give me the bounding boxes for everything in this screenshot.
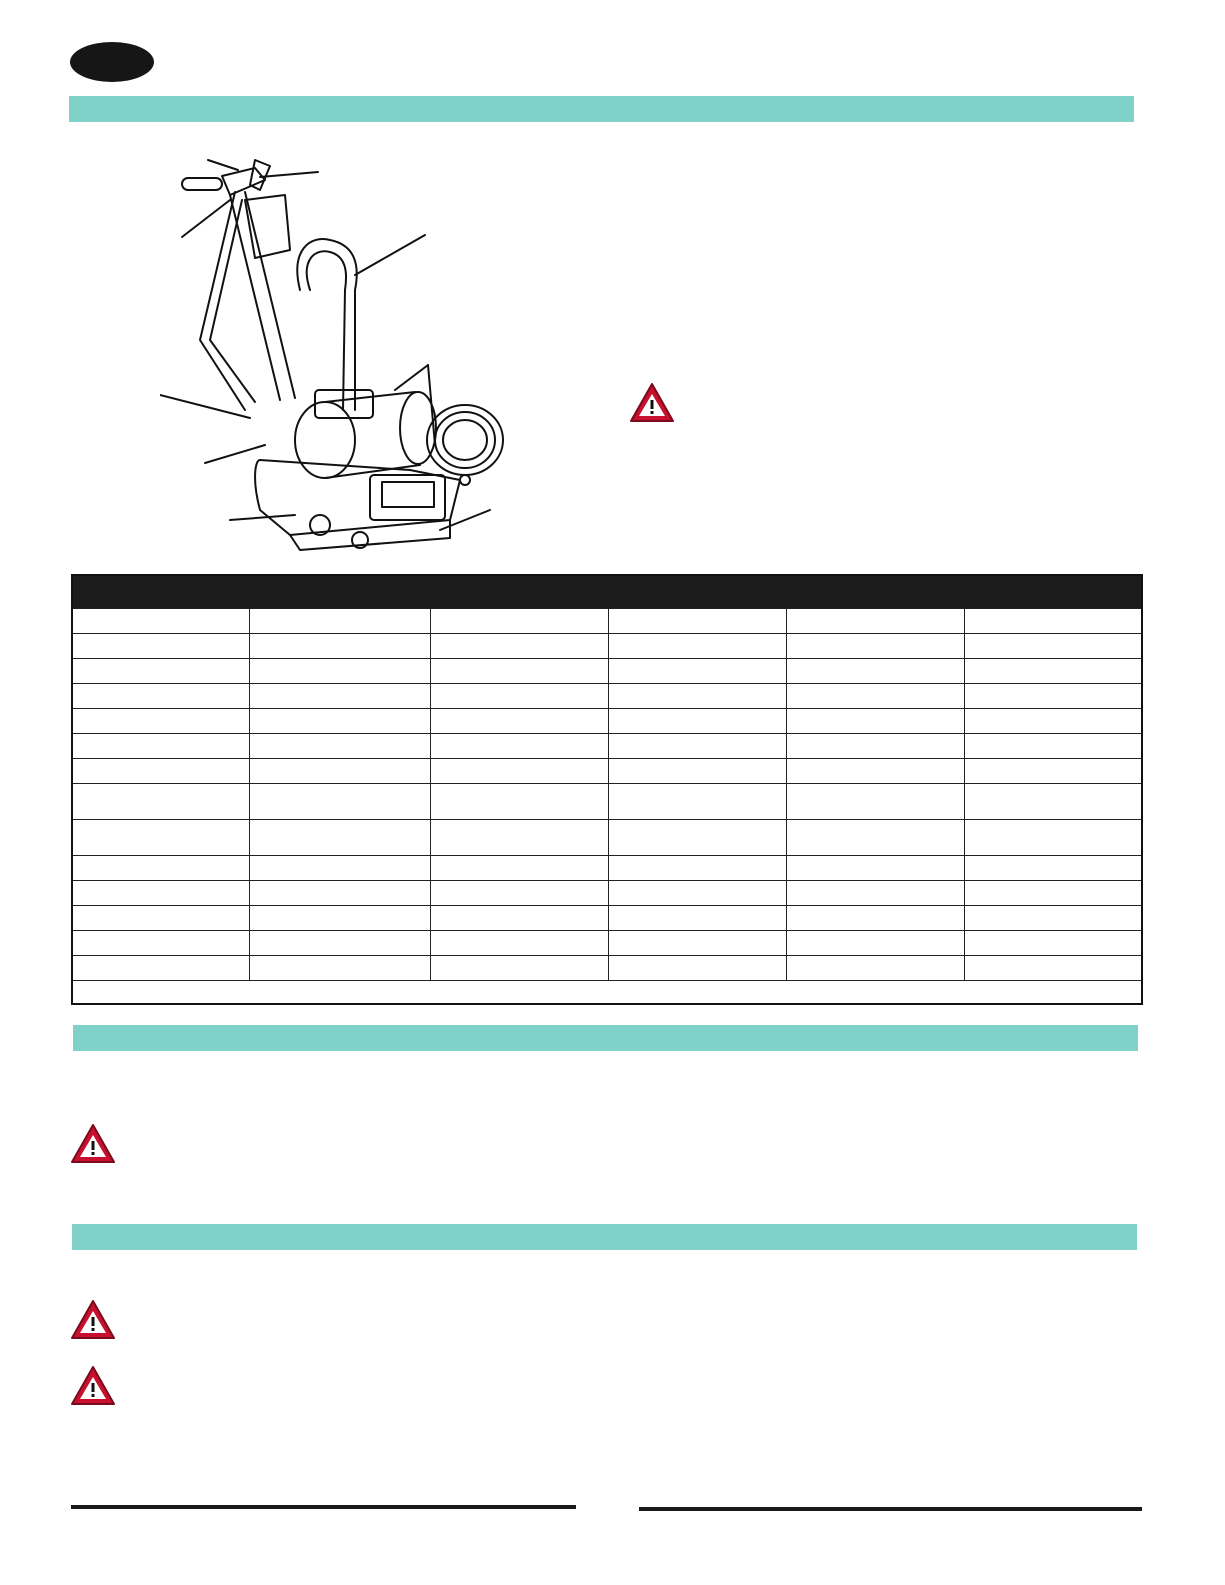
table-cell	[786, 906, 964, 931]
table-cell	[786, 784, 964, 820]
table-header-cell	[786, 575, 964, 609]
footer-rule-left	[71, 1505, 576, 1509]
table-cell	[608, 634, 786, 659]
table-cell	[72, 881, 249, 906]
table-cell	[72, 709, 249, 734]
specifications-table	[71, 574, 1143, 1005]
table-cell	[608, 684, 786, 709]
table-cell	[430, 856, 608, 881]
table-cell	[430, 734, 608, 759]
table-cell	[786, 734, 964, 759]
table-row	[72, 906, 1142, 931]
table-cell	[608, 956, 786, 981]
table-row	[72, 956, 1142, 981]
table-cell	[964, 820, 1142, 856]
table-cell	[964, 784, 1142, 820]
table-row	[72, 684, 1142, 709]
table-cell	[72, 856, 249, 881]
warning-triangle-icon	[69, 1298, 117, 1342]
table-cell	[608, 906, 786, 931]
table-cell	[964, 881, 1142, 906]
table-cell	[430, 784, 608, 820]
table-row	[72, 784, 1142, 820]
table-header-cell	[430, 575, 608, 609]
table-cell	[786, 684, 964, 709]
table-cell	[430, 931, 608, 956]
table-cell	[964, 759, 1142, 784]
table-cell	[430, 709, 608, 734]
table-header-cell	[608, 575, 786, 609]
table-cell	[249, 784, 430, 820]
table-cell	[786, 956, 964, 981]
table-header-cell	[72, 575, 249, 609]
table-header-row	[72, 575, 1142, 609]
table-cell	[249, 684, 430, 709]
table-cell	[249, 759, 430, 784]
table-cell	[964, 634, 1142, 659]
table-cell	[608, 609, 786, 634]
table-cell	[608, 709, 786, 734]
table-cell	[72, 931, 249, 956]
table-cell	[430, 659, 608, 684]
table-cell	[249, 856, 430, 881]
table-cell	[249, 634, 430, 659]
table-row	[72, 634, 1142, 659]
table-cell	[964, 709, 1142, 734]
table-cell	[430, 759, 608, 784]
table-cell	[430, 820, 608, 856]
section-heading-bar	[73, 1025, 1138, 1051]
table-cell	[72, 956, 249, 981]
table-cell	[786, 709, 964, 734]
language-badge	[70, 42, 154, 82]
table-cell	[72, 734, 249, 759]
table-cell	[786, 856, 964, 881]
table-cell	[72, 820, 249, 856]
warning-triangle-icon	[69, 1364, 117, 1408]
table-cell	[249, 609, 430, 634]
table-row	[72, 734, 1142, 759]
table-cell	[964, 659, 1142, 684]
table-header-cell	[964, 575, 1142, 609]
table-cell	[964, 684, 1142, 709]
table-cell	[608, 931, 786, 956]
table-cell	[608, 856, 786, 881]
table-row	[72, 856, 1142, 881]
warning-triangle-icon	[628, 381, 676, 425]
table-cell	[249, 931, 430, 956]
table-cell	[964, 734, 1142, 759]
section-heading-bar	[72, 1224, 1137, 1250]
table-cell	[430, 684, 608, 709]
table-cell	[964, 931, 1142, 956]
table-cell	[430, 906, 608, 931]
table-cell	[786, 931, 964, 956]
table-cell	[608, 759, 786, 784]
table-cell	[249, 820, 430, 856]
table-cell	[249, 709, 430, 734]
table-footnote	[72, 981, 1142, 1005]
table-cell	[72, 609, 249, 634]
table-row	[72, 659, 1142, 684]
floor-sander-illustration-icon	[160, 140, 530, 565]
table-cell	[608, 734, 786, 759]
table-cell	[964, 609, 1142, 634]
table-cell	[430, 609, 608, 634]
table-cell	[72, 659, 249, 684]
table-cell	[72, 906, 249, 931]
table-cell	[964, 956, 1142, 981]
table-cell	[786, 609, 964, 634]
table-cell	[249, 659, 430, 684]
table-cell	[964, 856, 1142, 881]
table-cell	[608, 820, 786, 856]
table-cell	[608, 881, 786, 906]
table-cell	[72, 759, 249, 784]
table-cell	[72, 684, 249, 709]
table-row	[72, 709, 1142, 734]
table-cell	[608, 784, 786, 820]
table-footnote-row	[72, 981, 1142, 1005]
section-heading-bar	[69, 96, 1134, 122]
table-cell	[786, 820, 964, 856]
table-row	[72, 609, 1142, 634]
table-header-cell	[249, 575, 430, 609]
table-cell	[430, 634, 608, 659]
table-cell	[964, 906, 1142, 931]
table-row	[72, 881, 1142, 906]
table-cell	[72, 784, 249, 820]
table-row	[72, 931, 1142, 956]
table-cell	[608, 659, 786, 684]
warning-triangle-icon	[69, 1122, 117, 1166]
table-cell	[430, 956, 608, 981]
table-row	[72, 759, 1142, 784]
footer-rule-right	[639, 1507, 1142, 1511]
table-cell	[249, 906, 430, 931]
table-cell	[430, 881, 608, 906]
table-cell	[786, 634, 964, 659]
table-cell	[786, 881, 964, 906]
table-cell	[72, 634, 249, 659]
table-row	[72, 820, 1142, 856]
table-cell	[249, 734, 430, 759]
table-cell	[249, 881, 430, 906]
table-cell	[786, 659, 964, 684]
table-cell	[786, 759, 964, 784]
table-cell	[249, 956, 430, 981]
